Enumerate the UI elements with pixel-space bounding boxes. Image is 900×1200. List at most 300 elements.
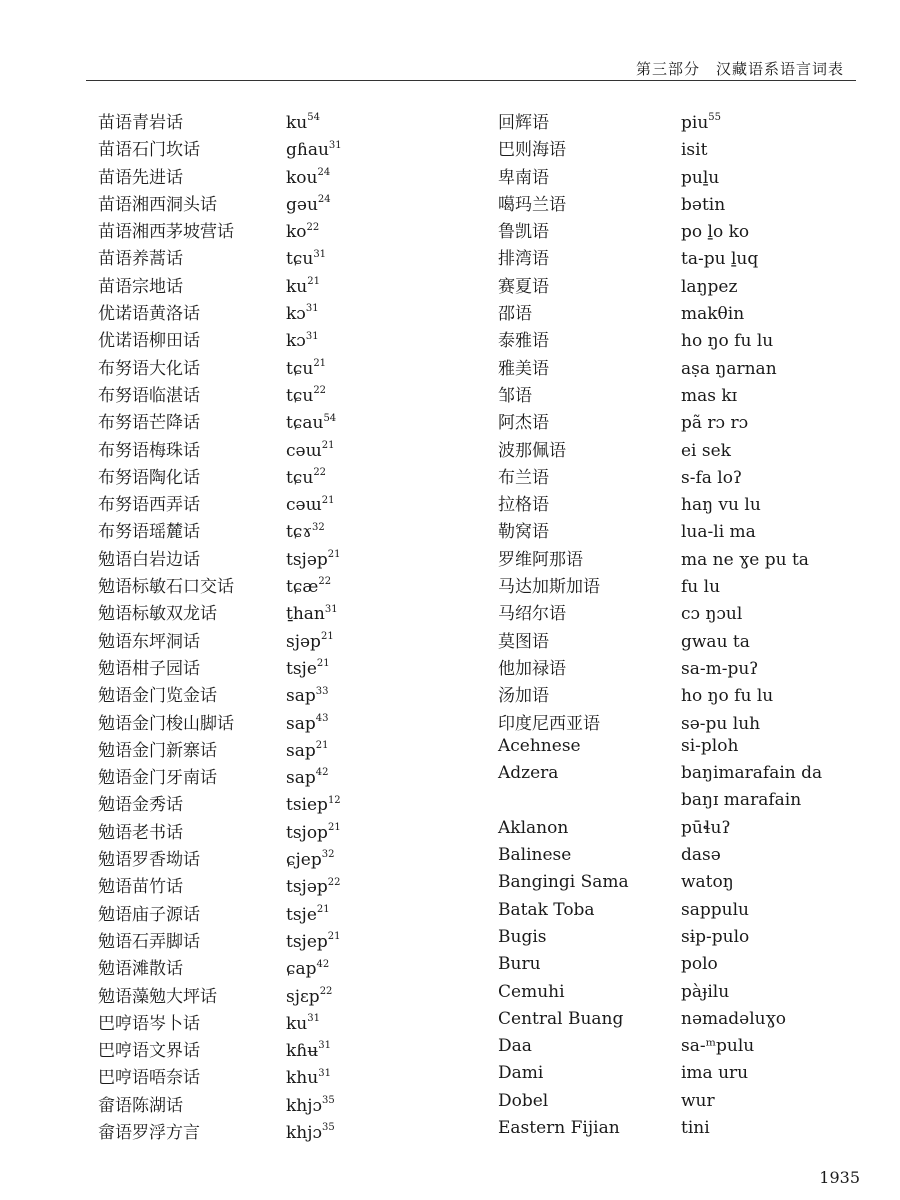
vocab-row	[498, 381, 822, 408]
vocab-row	[498, 900, 822, 927]
vocab-row	[98, 872, 342, 899]
word-form	[681, 659, 758, 679]
language-name: 马绍尔语	[498, 604, 566, 625]
word-base: watoŋ	[681, 872, 734, 893]
word-base: sap	[286, 768, 316, 789]
language-name: 印度尼西亚语	[498, 713, 600, 734]
vocab-row	[498, 709, 822, 736]
word-form	[681, 413, 748, 433]
word-base: ɕap	[286, 959, 317, 980]
tone-number: 21	[313, 358, 327, 370]
language-name: 巴哼语岑卜话	[98, 1013, 200, 1034]
word-base: tɕau	[286, 413, 324, 434]
word-base: aṣa ŋarnan	[681, 358, 777, 379]
word-form	[681, 277, 737, 297]
language-name: 泰雅语	[498, 331, 549, 352]
word-form	[681, 900, 749, 920]
language-name: Daa	[498, 1036, 532, 1057]
language-name: Buru	[498, 954, 541, 975]
tone-number: 21	[320, 630, 334, 642]
word-form	[681, 468, 742, 488]
word-base: tsiep	[286, 795, 328, 816]
vocab-row	[98, 244, 342, 271]
language-name: 赛夏语	[498, 276, 549, 297]
word-base: tsje	[286, 658, 317, 679]
word-form	[681, 1009, 786, 1029]
word-base: ei sek	[681, 440, 731, 461]
word-base: dasə	[681, 845, 721, 866]
vocab-row	[498, 954, 822, 981]
word-form	[681, 359, 777, 379]
word-base: mas kɪ	[681, 385, 738, 406]
word-base: tɕæ	[286, 577, 319, 598]
language-name: 拉格语	[498, 495, 549, 516]
word-base: s-fa loʔ	[681, 467, 743, 488]
vocab-row	[98, 709, 342, 736]
word-base: sjɛp	[286, 986, 320, 1007]
word-base: sap	[286, 713, 316, 734]
word-base: cɔ ŋɔul	[681, 604, 743, 625]
language-name: Balinese	[498, 845, 572, 866]
vocab-row	[98, 381, 342, 408]
word-base: tsje	[286, 904, 317, 925]
vocab-row	[98, 272, 342, 299]
vocab-row	[98, 845, 342, 872]
tone-number: 33	[315, 685, 329, 697]
vocab-row	[98, 354, 342, 381]
word-form	[286, 823, 341, 843]
language-name: Adzera	[498, 763, 559, 784]
word-form	[286, 741, 328, 761]
word-form	[681, 714, 760, 734]
language-name: 勉语东坪洞话	[98, 631, 200, 652]
language-name: 勒窝语	[498, 522, 549, 543]
tone-number: 22	[313, 385, 327, 397]
vocab-row	[498, 736, 822, 763]
language-name: 苗语青岩话	[98, 113, 183, 133]
word-form	[286, 577, 331, 597]
word-base: bətin	[681, 194, 726, 215]
word-form	[681, 604, 742, 624]
word-form	[286, 932, 341, 952]
word-form	[681, 632, 750, 652]
vocab-row	[98, 517, 342, 544]
vocab-row	[498, 326, 822, 353]
language-name: 勉语金门牙南话	[98, 768, 217, 789]
word-form	[681, 818, 731, 838]
vocab-row	[498, 1091, 822, 1118]
language-name: Acehnese	[498, 735, 581, 756]
vocab-row	[498, 108, 822, 135]
vocab-row	[498, 244, 822, 271]
language-name: 勉语藻勉大坪话	[98, 986, 217, 1007]
word-form	[286, 413, 336, 433]
word-base: sɨp-pulo	[681, 926, 750, 947]
language-name: 巴哼语文界话	[98, 1041, 200, 1062]
word-form	[286, 1014, 320, 1034]
vocab-row	[498, 1009, 822, 1036]
page-number: 1935	[819, 1168, 860, 1187]
vocab-row	[98, 1009, 342, 1036]
vocab-row	[498, 354, 822, 381]
word-form	[681, 331, 773, 351]
word-form	[286, 140, 342, 160]
language-name: 布努语西弄话	[98, 495, 200, 516]
right-column	[498, 108, 822, 1145]
vocab-row	[98, 135, 342, 162]
vocab-row	[498, 927, 822, 954]
word-base: puḻu	[681, 167, 720, 188]
vocab-row	[98, 463, 342, 490]
word-form	[286, 1123, 335, 1143]
word-form	[286, 359, 326, 379]
word-form	[286, 1096, 335, 1116]
vocab-row	[498, 654, 822, 681]
word-base: wur	[681, 1090, 715, 1111]
word-base: sa-m-puʔ	[681, 658, 759, 679]
tone-number: 21	[316, 903, 330, 915]
word-form	[286, 249, 326, 269]
word-form	[681, 845, 721, 865]
word-base: cəɯ	[286, 440, 322, 461]
word-base: po ḻo ko	[681, 222, 750, 243]
word-form	[286, 714, 328, 734]
vocab-row	[98, 736, 342, 763]
word-form	[681, 222, 749, 242]
vocab-row	[498, 436, 822, 463]
word-form	[286, 495, 334, 515]
language-name: 勉语滩散话	[98, 959, 183, 980]
tone-number: 42	[315, 767, 329, 779]
tone-number: 31	[318, 1040, 331, 1052]
vocab-row	[98, 599, 342, 626]
tone-number: 54	[323, 412, 337, 424]
language-name: 噶玛兰语	[498, 194, 566, 215]
language-name: 勉语白岩边话	[98, 549, 200, 570]
word-base: khjɔ	[286, 1122, 323, 1143]
vocab-row	[498, 1063, 822, 1090]
word-base: tɕu	[286, 249, 314, 270]
tone-number: 31	[307, 1013, 320, 1025]
running-header: 第三部分 汉藏语系语言词表	[635, 60, 844, 78]
word-form	[681, 763, 822, 783]
tone-number: 32	[321, 849, 335, 861]
word-base: ku	[286, 113, 308, 133]
word-form	[681, 982, 729, 1002]
vocab-row	[98, 1036, 342, 1063]
language-name: 巴则海语	[498, 140, 566, 161]
word-base: sa-ᵐpulu	[681, 1036, 755, 1057]
vocab-row	[98, 217, 342, 244]
language-name: 苗语养蒿话	[98, 249, 183, 270]
word-form	[286, 632, 334, 652]
word-form	[681, 954, 718, 974]
vocab-row	[498, 763, 822, 790]
word-base: piu	[681, 113, 709, 133]
tone-number: 21	[321, 494, 335, 506]
word-form	[286, 686, 328, 706]
word-base: baŋɪ marafain	[681, 790, 802, 811]
word-base: nəmadəluɣo	[681, 1008, 787, 1029]
word-base: tɕu	[286, 385, 314, 406]
tone-number: 31	[305, 303, 319, 315]
tone-number: 43	[315, 712, 329, 724]
vocab-row	[98, 299, 342, 326]
vocab-row	[98, 1118, 342, 1145]
tone-number: 21	[316, 658, 330, 670]
word-base: cəɯ	[286, 495, 322, 516]
vocab-row	[498, 517, 822, 544]
left-column	[98, 108, 342, 1145]
language-name: 勉语金门梭山脚话	[98, 713, 234, 734]
word-base: kɦʉ	[286, 1041, 319, 1062]
word-form	[286, 659, 330, 679]
vocab-row	[498, 272, 822, 299]
language-name: 优诺语柳田话	[98, 331, 200, 352]
language-name: 汤加语	[498, 686, 549, 707]
word-base: sappulu	[681, 899, 749, 920]
tone-number: 24	[317, 166, 331, 178]
language-name: 苗语先进话	[98, 167, 183, 188]
word-base: laŋpez	[681, 276, 738, 297]
word-form	[681, 1118, 710, 1138]
language-name: 勉语柑子园话	[98, 658, 200, 679]
word-form	[286, 304, 319, 324]
word-form	[286, 522, 325, 542]
word-base: kɔ	[286, 331, 306, 352]
tone-number: 22	[327, 876, 341, 888]
word-form	[286, 1041, 331, 1061]
vocab-row	[98, 681, 342, 708]
language-name: 优诺语黄洛话	[98, 304, 200, 325]
word-form	[286, 604, 338, 624]
language-name: 苗语湘西洞头话	[98, 194, 217, 215]
language-name: 勉语苗竹话	[98, 877, 183, 898]
vocab-row	[98, 572, 342, 599]
word-base: fu lu	[681, 577, 721, 598]
word-base: gəu	[286, 194, 318, 215]
language-name: 邵语	[498, 304, 532, 325]
word-base: kou	[286, 167, 318, 188]
vocab-row	[98, 927, 342, 954]
word-form	[286, 468, 326, 488]
language-name: 畲语陈湖话	[98, 1095, 183, 1116]
word-form	[286, 905, 330, 925]
word-base: makθin	[681, 304, 745, 325]
language-name: 勉语金秀话	[98, 795, 183, 816]
word-form	[681, 249, 758, 269]
tone-number: 35	[322, 1095, 335, 1107]
word-form	[681, 1063, 748, 1083]
tone-number: 21	[307, 276, 320, 288]
vocab-row	[498, 572, 822, 599]
word-form	[681, 195, 725, 215]
vocab-row	[98, 408, 342, 435]
vocab-row	[498, 190, 822, 217]
word-form	[681, 495, 761, 515]
word-form	[681, 441, 731, 461]
vocab-row	[98, 818, 342, 845]
word-form	[286, 195, 331, 215]
word-base: sə-pu luh	[681, 713, 761, 734]
word-base: isit	[681, 140, 708, 161]
vocab-row	[498, 408, 822, 435]
language-name: 布努语陶化话	[98, 467, 200, 488]
word-form	[286, 331, 319, 351]
vocab-row	[98, 1091, 342, 1118]
vocab-row	[498, 135, 822, 162]
vocab-row	[98, 436, 342, 463]
word-form	[681, 1091, 715, 1111]
tone-number: 22	[306, 221, 320, 233]
language-name: 苗语宗地话	[98, 276, 183, 297]
language-name: 罗维阿那语	[498, 549, 583, 570]
language-name: Aklanon	[498, 817, 569, 838]
language-name: 巴哼语唔奈话	[98, 1068, 200, 1089]
language-name: 回辉语	[498, 113, 549, 133]
vocab-row	[98, 108, 342, 135]
tone-number: 22	[313, 467, 327, 479]
word-form	[681, 550, 809, 570]
language-name: Central Buang	[498, 1008, 624, 1029]
language-name: 勉语老书话	[98, 822, 183, 843]
language-name: 卑南语	[498, 167, 549, 188]
tone-number: 21	[327, 822, 341, 834]
vocab-row	[498, 545, 822, 572]
tone-number: 54	[307, 112, 320, 124]
tone-number: 22	[319, 985, 333, 997]
tone-number: 21	[315, 740, 329, 752]
tone-number: 12	[327, 794, 341, 806]
language-name: 苗语湘西茅坡营话	[98, 222, 234, 243]
vocab-row	[498, 599, 822, 626]
word-form	[286, 795, 341, 815]
word-form	[681, 140, 707, 160]
language-name: 勉语庙子源话	[98, 904, 200, 925]
tone-number: 22	[318, 576, 332, 588]
tone-number: 31	[328, 139, 342, 151]
language-name: 勉语罗香坳话	[98, 850, 200, 871]
word-form	[286, 850, 334, 870]
language-name: 阿杰语	[498, 413, 549, 434]
vocab-row	[98, 982, 342, 1009]
vocab-row	[98, 763, 342, 790]
word-form	[681, 790, 801, 810]
language-name: 布努语梅珠话	[98, 440, 200, 461]
word-form	[286, 277, 320, 297]
language-name: 布努语芒降话	[98, 413, 200, 434]
word-base: ho ŋo fu lu	[681, 331, 774, 352]
tone-number: 24	[317, 194, 331, 206]
word-base: sjəp	[286, 631, 321, 652]
word-base: tɕu	[286, 467, 314, 488]
word-base: ɕjep	[286, 850, 322, 871]
word-base: sap	[286, 740, 316, 761]
language-name: 马达加斯加语	[498, 577, 600, 598]
language-name: 鲁凯语	[498, 222, 549, 243]
language-name: Batak Toba	[498, 899, 595, 920]
language-name: 勉语金门新寨话	[98, 740, 217, 761]
language-name: 布努语大化话	[98, 358, 200, 379]
tone-number: 31	[305, 330, 319, 342]
word-base: khjɔ	[286, 1095, 323, 1116]
word-form	[681, 386, 737, 406]
vocab-row	[98, 954, 342, 981]
word-base: tɕɤ	[286, 522, 312, 543]
word-form	[681, 927, 749, 947]
language-name: 勉语标敏石口交话	[98, 577, 234, 598]
language-name: 布努语瑶麓话	[98, 522, 200, 543]
vocab-row	[498, 490, 822, 517]
language-name: 畲语罗浮方言	[98, 1122, 200, 1143]
word-form	[286, 550, 341, 570]
word-form	[681, 304, 744, 324]
vocab-row	[98, 654, 342, 681]
language-name: 布兰语	[498, 467, 549, 488]
vocab-row	[498, 681, 822, 708]
word-base: ṯhan	[286, 604, 325, 625]
word-base: lua-li ma	[681, 522, 756, 543]
word-form	[681, 872, 734, 892]
word-base: tsjep	[286, 931, 328, 952]
language-name: 他加禄语	[498, 658, 566, 679]
vocab-row	[498, 845, 822, 872]
word-base: haŋ vu lu	[681, 495, 761, 516]
word-form	[681, 1036, 754, 1056]
header-rule	[86, 80, 856, 81]
vocab-row	[98, 490, 342, 517]
word-form	[286, 386, 326, 406]
language-name: 勉语标敏双龙话	[98, 604, 217, 625]
word-form	[286, 168, 330, 188]
word-base: gwau ta	[681, 631, 750, 652]
tone-number: 35	[322, 1122, 335, 1134]
word-base: pã rɔ rɔ	[681, 413, 749, 434]
tone-number: 42	[316, 958, 330, 970]
vocab-row	[498, 299, 822, 326]
vocab-row	[498, 1118, 822, 1145]
word-base: ho ŋo fu lu	[681, 686, 774, 707]
language-name: 莫图语	[498, 631, 549, 652]
word-base: pūɬuʔ	[681, 817, 731, 838]
word-base: ma ne ɣe pu ta	[681, 549, 809, 570]
word-base: gɦau	[286, 140, 329, 161]
word-form	[286, 768, 328, 788]
word-base: tɕu	[286, 358, 314, 379]
language-name: 苗语石门坎话	[98, 140, 200, 161]
vocab-row	[98, 900, 342, 927]
language-name: 勉语金门览金话	[98, 686, 217, 707]
word-base: tini	[681, 1117, 710, 1138]
word-form	[681, 113, 721, 133]
word-base: tsjop	[286, 822, 328, 843]
tone-number: 21	[327, 931, 341, 943]
language-name: 排湾语	[498, 249, 549, 270]
word-base: baŋimarafain da	[681, 763, 823, 784]
word-base: tsjəp	[286, 549, 328, 570]
word-base: sap	[286, 686, 316, 707]
language-name: Cemuhi	[498, 981, 565, 1002]
word-form	[286, 877, 341, 897]
word-base: ku	[286, 276, 308, 297]
vocab-row	[498, 627, 822, 654]
language-name: Bangingi Sama	[498, 872, 629, 893]
vocab-row	[498, 982, 822, 1009]
word-base: ima uru	[681, 1063, 749, 1084]
word-form	[681, 686, 773, 706]
vocab-row	[498, 872, 822, 899]
word-base: pàɟilu	[681, 981, 730, 1002]
